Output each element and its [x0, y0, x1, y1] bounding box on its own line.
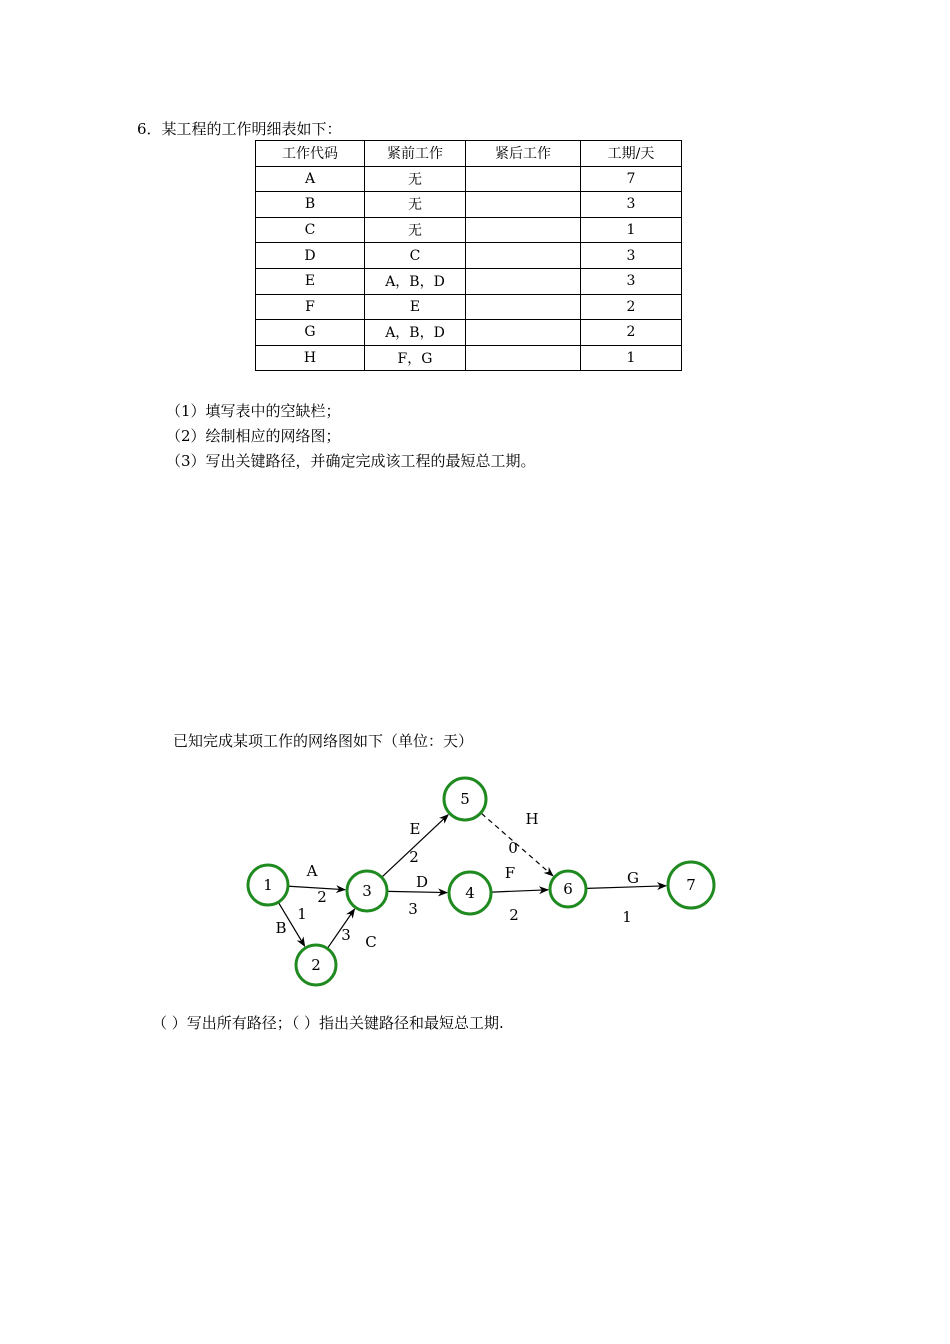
table-row: [256, 192, 682, 218]
network-diagram: [230, 765, 730, 1000]
edge-activity-label: A: [306, 862, 318, 880]
node-3-label: 3: [362, 882, 372, 900]
subquestion-1: （1）填写表中的空缺栏；: [166, 402, 341, 420]
node-4-label: 4: [465, 884, 475, 902]
cell-duration: 2: [581, 320, 682, 346]
subquestion-3: （3）写出关键路径，并确定完成该工程的最短总工期。: [166, 452, 536, 470]
edge-3-4-arrow: [388, 891, 447, 892]
cell-successor: [466, 192, 581, 218]
edge-duration-label: 3: [408, 900, 418, 918]
cell-work-code: A: [256, 166, 365, 192]
cell-successor: [466, 345, 581, 371]
work-detail-table: [255, 140, 682, 371]
cell-successor: [466, 166, 581, 192]
edge-duration-label: 1: [622, 908, 632, 926]
cell-duration: 3: [581, 268, 682, 294]
cell-successor: [466, 268, 581, 294]
node-5-label: 5: [460, 790, 470, 808]
cell-successor: [466, 217, 581, 243]
cell-predecessor: 无: [365, 217, 466, 243]
edge-duration-label: 2: [409, 848, 419, 866]
edge-activity-label: H: [525, 810, 539, 828]
table-row: [256, 166, 682, 192]
question-title: 6．某工程的工作明细表如下：: [137, 120, 342, 138]
edge-duration-label: 3: [341, 926, 351, 944]
cell-successor: [466, 243, 581, 269]
cell-predecessor: E: [365, 294, 466, 320]
cell-predecessor: 无: [365, 192, 466, 218]
cell-duration: 2: [581, 294, 682, 320]
cell-work-code: E: [256, 268, 365, 294]
node-2-label: 2: [311, 956, 321, 974]
network-intro: 已知完成某项工作的网络图如下（单位：天）: [173, 732, 474, 750]
node-1-label: 1: [263, 876, 273, 894]
cell-duration: 7: [581, 166, 682, 192]
cell-predecessor: A，B，D: [365, 320, 466, 346]
cell-work-code: H: [256, 345, 365, 371]
edge-activity-label: G: [627, 869, 639, 887]
node-6-label: 6: [563, 880, 573, 898]
network-question: （ ）写出所有路径；（ ）指出关键路径和最短总工期.: [152, 1014, 504, 1032]
table-row: [256, 243, 682, 269]
cell-work-code: F: [256, 294, 365, 320]
edge-duration-label: 0: [508, 839, 518, 857]
edge-activity-label: B: [275, 919, 287, 937]
edge-duration-label: 2: [509, 906, 519, 924]
table-row: [256, 217, 682, 243]
edge-activity-label: D: [415, 873, 429, 891]
table-row: [256, 345, 682, 371]
table-header-row: [256, 141, 682, 167]
cell-duration: 3: [581, 243, 682, 269]
cell-work-code: C: [256, 217, 365, 243]
cell-predecessor: F，G: [365, 345, 466, 371]
cell-successor: [466, 320, 581, 346]
header-work-code: 工作代码: [256, 141, 365, 167]
edge-4-6-arrow: [492, 890, 548, 892]
cell-duration: 1: [581, 345, 682, 371]
cell-duration: 3: [581, 192, 682, 218]
cell-work-code: G: [256, 320, 365, 346]
edge-activity-label: E: [409, 820, 421, 838]
cell-successor: [466, 294, 581, 320]
cell-predecessor: A，B，D: [365, 268, 466, 294]
edge-activity-label: F: [504, 864, 516, 882]
header-predecessor: 紧前工作: [365, 141, 466, 167]
edge-duration-label: 2: [317, 888, 327, 906]
nodes-layer: [248, 778, 714, 985]
edge-duration-label: 1: [297, 905, 307, 923]
cell-duration: 1: [581, 217, 682, 243]
cell-predecessor: 无: [365, 166, 466, 192]
header-duration: 工期/天: [581, 141, 682, 167]
cell-work-code: B: [256, 192, 365, 218]
cell-predecessor: C: [365, 243, 466, 269]
table-row: [256, 268, 682, 294]
header-successor: 紧后工作: [466, 141, 581, 167]
cell-work-code: D: [256, 243, 365, 269]
subquestion-2: （2）绘制相应的网络图；: [166, 427, 341, 445]
node-7-label: 7: [686, 876, 696, 894]
edge-activity-label: C: [365, 933, 377, 951]
table-row: [256, 320, 682, 346]
table-row: [256, 294, 682, 320]
